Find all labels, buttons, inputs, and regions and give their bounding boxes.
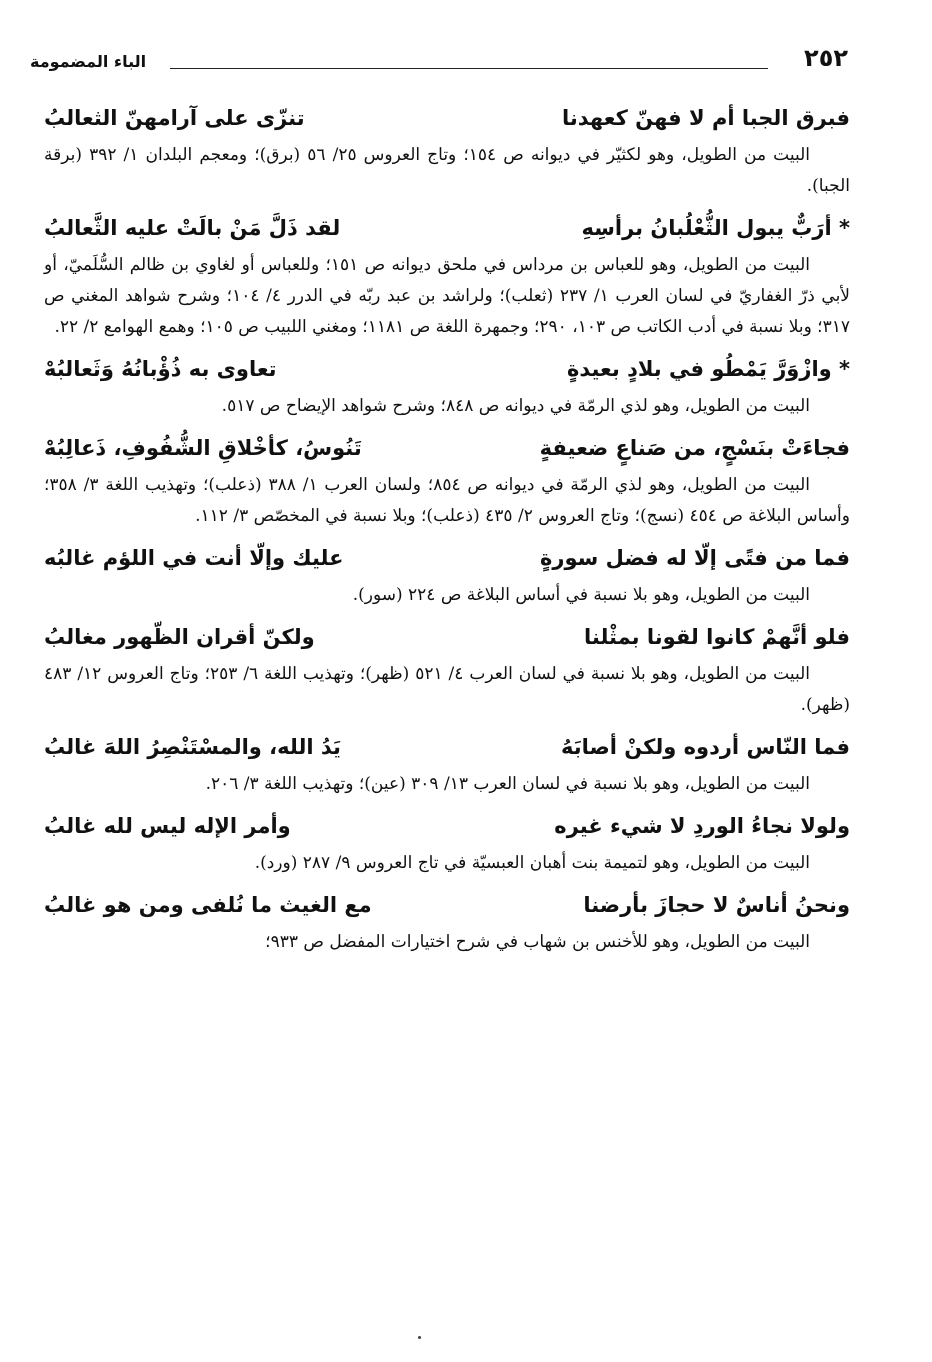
verse — [44, 615, 850, 659]
entry — [44, 426, 850, 532]
verse-second-hemistich: ولكنّ أقران الظّهور مغالبُ — [44, 625, 315, 649]
entry — [44, 347, 850, 422]
entries — [44, 96, 850, 962]
citation-note: البيت من الطويل، وهو بلا نسبة في لسان العرب ١٣/ ٣٠٩ (عين)؛ وتهذيب اللغة ٣/ ٢٠٦. — [205, 774, 810, 794]
citation-note: البيت من الطويل، وهو بلا نسبة في لسان العرب ٤/ ٥٢١ (ظهر)؛ وتهذيب اللغة ٦/ ٢٥٣؛ وتاج العروس ١٢/ ٤٨٣ (ظهر). — [44, 664, 850, 715]
verse-first-hemistich: فبرق الجبا أم لا فهنّ كعهدنا — [562, 106, 850, 130]
running-title: الباء المضمومة — [30, 52, 147, 71]
verse-second-hemistich: عليك وإلّا أنت في اللؤم غالبُه — [44, 546, 344, 570]
citation-note: البيت من الطويل، وهو لكثيّر في ديوانه ص ١٥٤؛ وتاج العروس ٢٥/ ٥٦ (برق)؛ ومعجم البلدان ١/ ٣٩٢ (برقة الجبا). — [44, 145, 850, 196]
verse-second-hemistich: تَنُوسُ، كأخْلاقِ الشُّفُوفِ، ذَعالِبُهْ — [44, 436, 362, 460]
page-speck — [418, 1336, 421, 1339]
citation-note: البيت من الطويل، وهو لذي الرمّة في ديوانه ص ٨٤٨؛ وشرح شواهد الإيضاح ص ٥١٧. — [221, 396, 810, 416]
entry — [44, 883, 850, 958]
entry — [44, 206, 850, 343]
verse-first-hemistich: * أرَبٌّ يبول الثُّعْلُبانُ برأسِهِ — [581, 216, 850, 240]
verse-first-hemistich: ولولا نجاءُ الوردِ لا شيء غيره — [554, 814, 850, 838]
page-header — [30, 44, 848, 80]
verse-first-hemistich: فلو أنَّهمْ كانوا لقونا بمثْلنا — [584, 625, 850, 649]
entry — [44, 96, 850, 202]
citation-note: البيت من الطويل، وهو لذي الرمّة في ديوانه ص ٨٥٤؛ ولسان العرب ١/ ٣٨٨ (ذعلب)؛ وتهذيب اللغة ٣/ ٣٥٨؛ وأساس البلاغة ص ٤٥٤ (نسج)؛ وتاج العروس ٢/ ٤٣٥ (ذعلب)؛ وبلا نسبة في المخصّص ٣/ ١١٢. — [44, 475, 850, 526]
header-rule — [170, 68, 768, 69]
verse-second-hemistich: وأمر الإله ليس لله غالبُ — [44, 814, 291, 838]
verse — [44, 347, 850, 391]
verse — [44, 804, 850, 848]
entry — [44, 804, 850, 879]
verse-first-hemistich: فما النّاس أردوه ولكنْ أصابَهُ — [560, 735, 850, 759]
verse-second-hemistich: مع الغيث ما نُلفى ومن هو غالبُ — [44, 893, 372, 917]
verse-first-hemistich: فما من فتًى إلّا له فضل سورةٍ — [540, 546, 850, 570]
verse-second-hemistich: تعاوى به ذُؤْبانُهُ وَثَعالبُهْ — [44, 357, 277, 381]
entry — [44, 615, 850, 721]
verse-first-hemistich: فجاءَتْ بنَسْجٍ، من صَناعٍ ضعيفةٍ — [539, 436, 850, 460]
verse-second-hemistich: يَدُ الله، والمسْتَنْصِرُ اللهَ غالبُ — [44, 735, 341, 759]
citation-note: البيت من الطويل، وهو للأخنس بن شهاب في شرح اختيارات المفضل ص ٩٣٣؛ — [265, 932, 810, 952]
citation-note: البيت من الطويل، وهو لتميمة بنت أهبان العبسيّة في تاج العروس ٩/ ٢٨٧ (ورد). — [254, 853, 810, 873]
verse — [44, 96, 850, 140]
verse-second-hemistich: لقد ذَلَّ مَنْ بالَتْ عليه الثَّعالبُ — [44, 216, 341, 240]
citation-note: البيت من الطويل، وهو بلا نسبة في أساس البلاغة ص ٢٢٤ (سور). — [352, 585, 810, 605]
verse — [44, 725, 850, 769]
verse — [44, 883, 850, 927]
verse — [44, 536, 850, 580]
verse — [44, 426, 850, 470]
verse-second-hemistich: تنزّى على آرامهنّ الثعالبُ — [44, 106, 305, 130]
citation-note: البيت من الطويل، وهو للعباس بن مرداس في ملحق ديوانه ص ١٥١؛ وللعباس أو لغاوي بن ظالم السُّلَميّ، أو لأبي ذرّ الغفاريّ في لسان العرب ١/ ٢٣٧ (ثعلب)؛ ولراشد بن عبد ربّه في الدرر ٤/ ١٠٤؛ وشرح شواهد المغني ص ٣١٧؛ وبلا نسبة في أدب الكاتب ص ١٠٣، ٢٩٠؛ وجمهرة اللغة ص ١١٨١؛ ومغني اللبيب ص ١٠٥؛ وهمع الهوامع ٢/ ٢٢. — [44, 255, 851, 337]
entry — [44, 536, 850, 611]
page-number: ٢٥٢ — [804, 44, 848, 72]
verse-first-hemistich: * وازْوَرَّ يَمْطُو في بلادٍ بعيدةٍ — [566, 357, 850, 381]
verse-first-hemistich: ونحنُ أناسٌ لا حجازَ بأرضنا — [583, 893, 850, 917]
verse — [44, 206, 850, 250]
entry — [44, 725, 850, 800]
